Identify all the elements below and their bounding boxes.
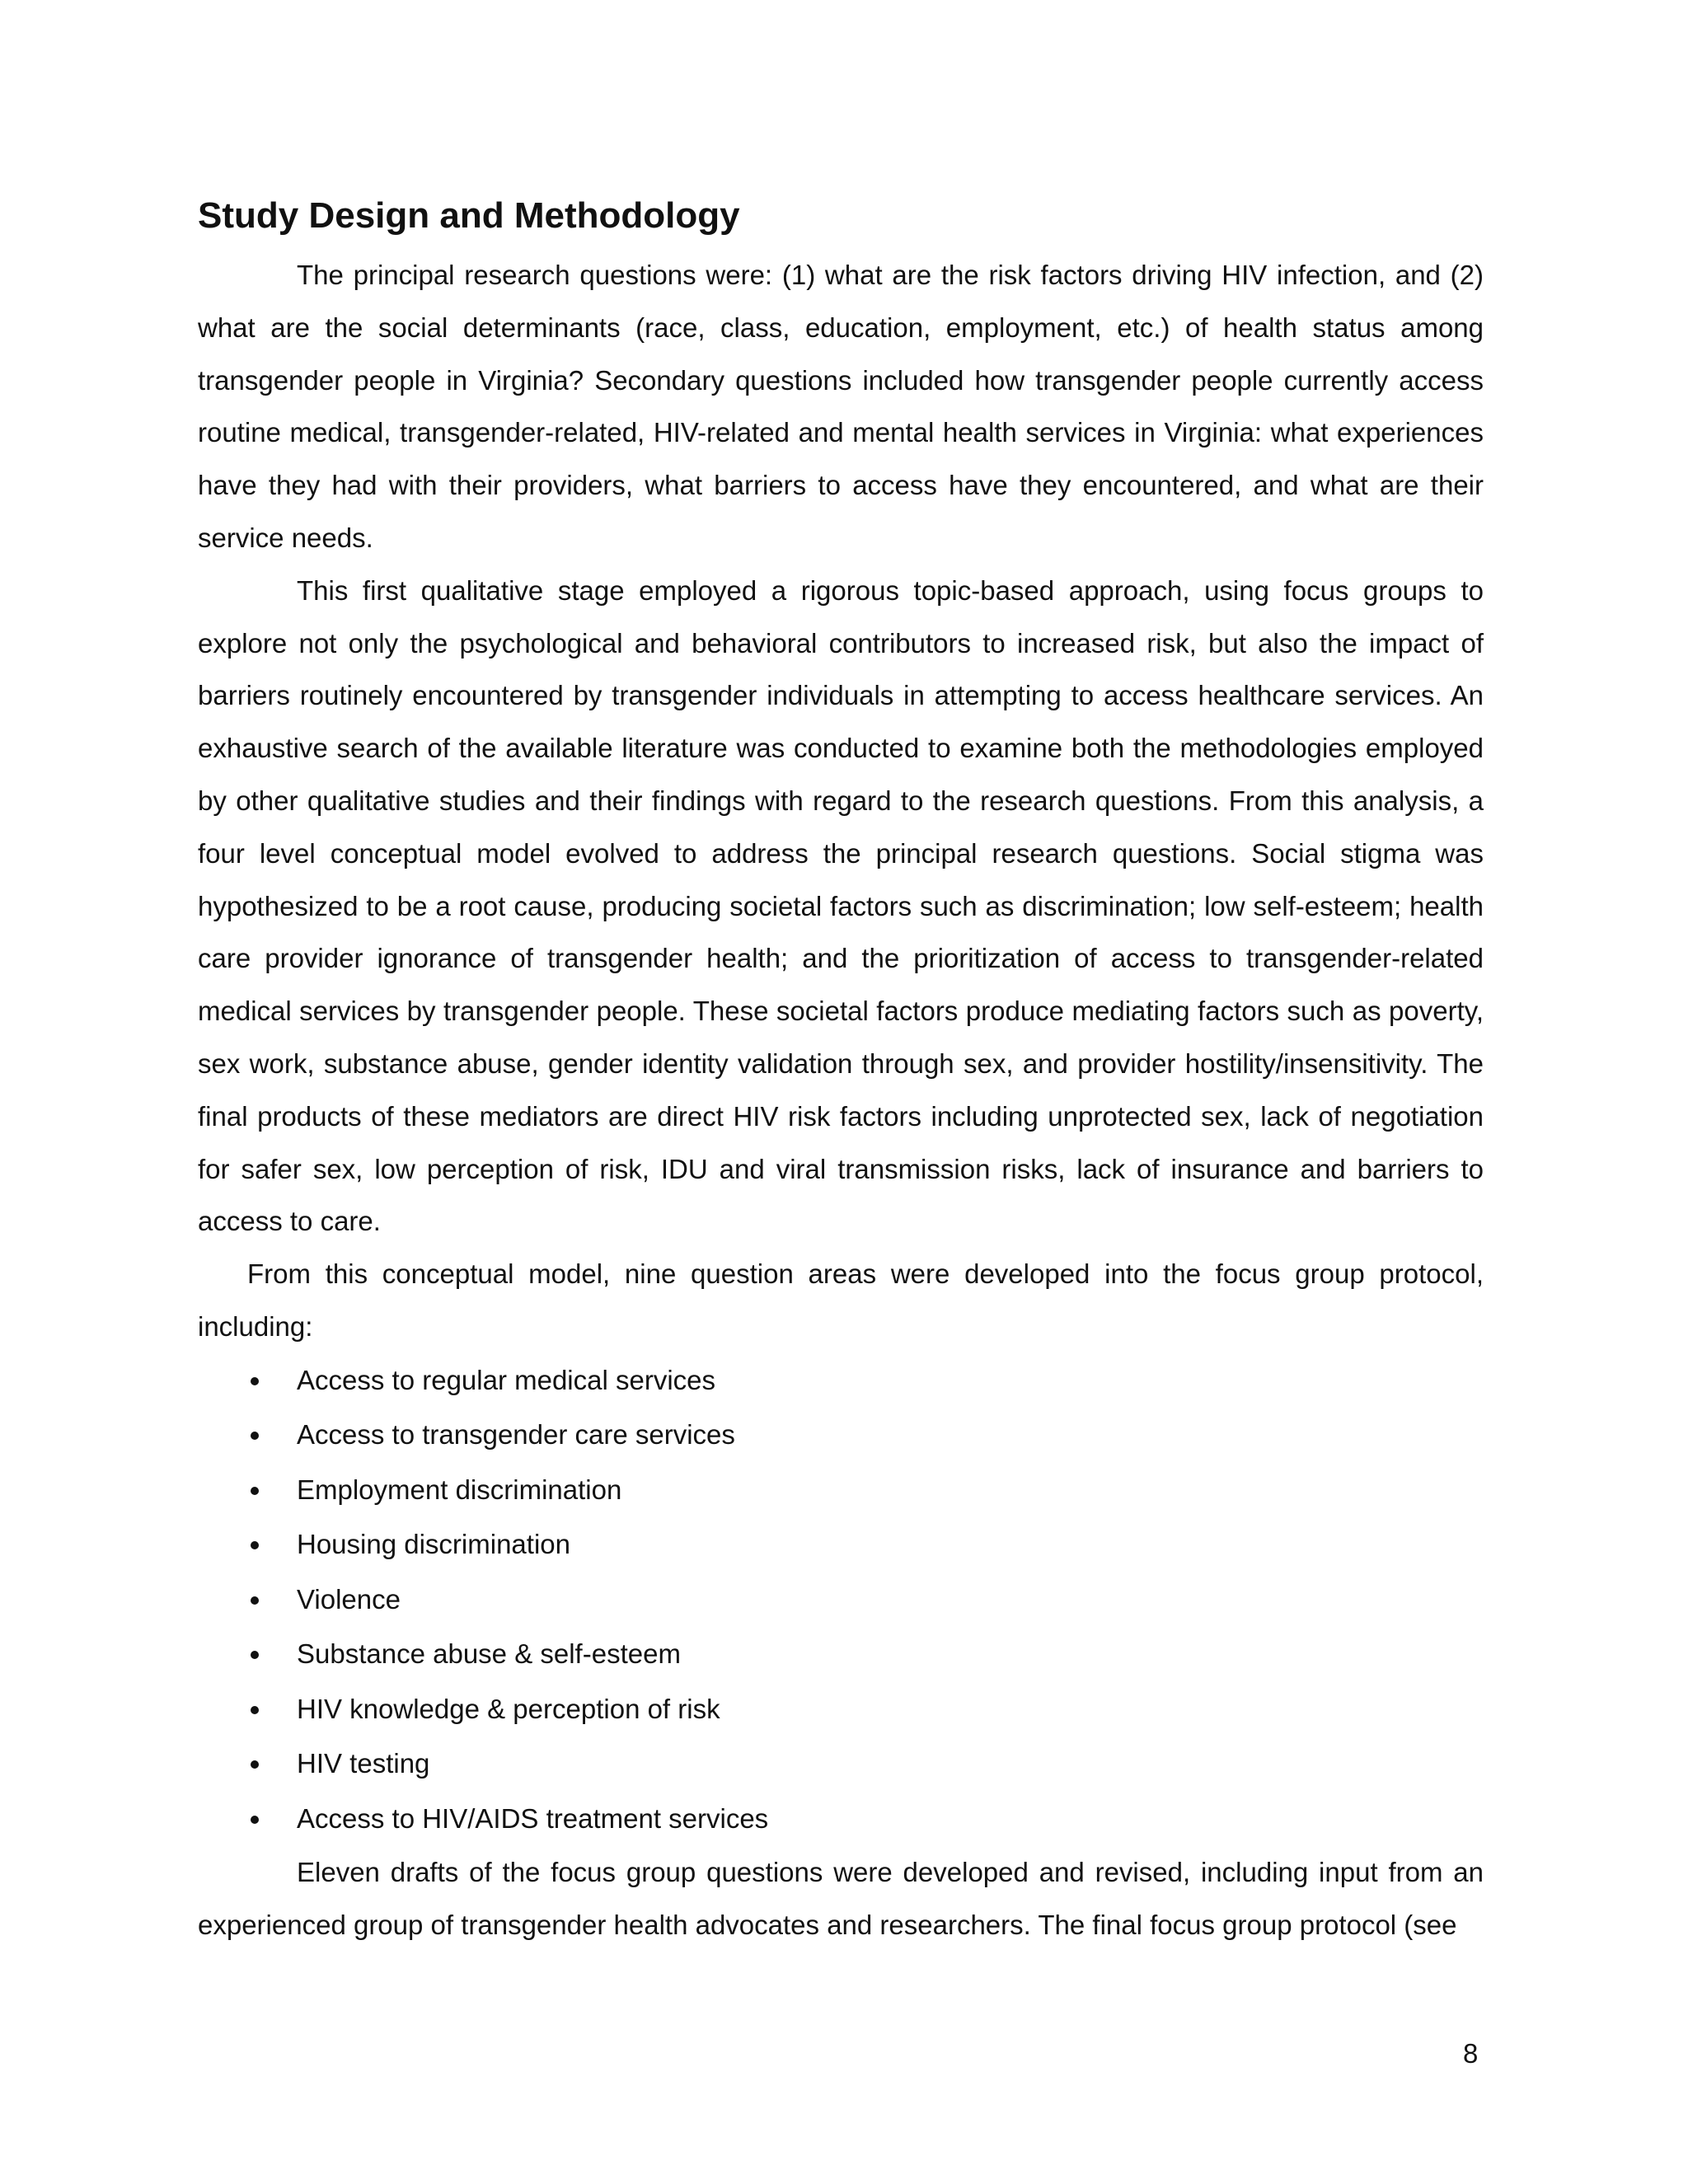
list-item-text: Access to HIV/AIDS treatment services xyxy=(297,1802,769,1834)
paragraph-focus-group-drafts: Eleven drafts of the focus group questions were developed and revised, including input from an experienced group of transgender health advocates and researchers. The final focus group protocol (see xyxy=(198,1857,1484,1941)
section-heading: Study Design and Methodology xyxy=(198,195,740,236)
list-item xyxy=(198,1682,1484,1737)
list-item xyxy=(198,1353,1484,1408)
list-item-text: HIV testing xyxy=(297,1748,430,1779)
bullet-icon xyxy=(251,1487,259,1495)
list-item xyxy=(198,1572,1484,1628)
bullet-icon xyxy=(251,1816,259,1824)
list-item-text: Access to regular medical services xyxy=(297,1364,716,1395)
list-item-text: Violence xyxy=(297,1583,401,1615)
document-page xyxy=(198,190,1484,1952)
bullet-icon xyxy=(251,1377,259,1385)
list-item xyxy=(198,1736,1484,1792)
bullet-icon xyxy=(251,1541,259,1549)
bullet-icon xyxy=(251,1651,259,1659)
list-item-text: HIV knowledge & perception of risk xyxy=(297,1693,720,1724)
paragraph-qualitative-stage: This first qualitative stage employed a rigorous topic-based approach, using focus groups to explore not only the psychological and behavioral contributors to increased risk, but also the impact of barriers routinely encountered by transgender individuals in attempting to access healthcare services. An exhaustive search of the available literature was conducted to examine both the methodologies employed by other qualitative studies and their findings with regard to the research questions. From this analysis, a four level conceptual model evolved to address the principal research questions. Social stigma was hypothesized to be a root cause, producing societal factors such as discrimination; low self-esteem; health care provider ignorance of transgender health; and the prioritization of access to transgender-related medical services by transgender people. These societal factors produce mediating factors such as poverty, sex work, substance abuse, gender identity validation through sex, and provider hostility/insensitivity. The final products of these mediators are direct HIV risk factors including unprotected sex, lack of negotiation for safer sex, low perception of risk, IDU and viral transmission risks, lack of insurance and barriers to access to care. xyxy=(198,574,1484,1237)
paragraph-research-questions: The principal research questions were: (1) what are the risk factors driving HIV infection, and (2) what are the social determinants (race, class, education, employment, etc.) of health status among transgender people in Virginia? Secondary questions included how transgender people currently access routine medical, transgender-related, HIV-related and mental health services in Virginia: what experiences have they had with their providers, what barriers to access have they encountered, and what are their service needs. xyxy=(198,260,1484,553)
list-item-text: Access to transgender care services xyxy=(297,1419,735,1451)
list-item xyxy=(198,1517,1484,1572)
list-item-text: Employment discrimination xyxy=(297,1474,622,1505)
bullet-icon xyxy=(251,1432,259,1440)
list-item-text: Substance abuse & self-esteem xyxy=(297,1638,681,1670)
list-item xyxy=(198,1463,1484,1518)
list-item-text: Housing discrimination xyxy=(297,1529,570,1560)
list-item xyxy=(198,1408,1484,1463)
bullet-icon xyxy=(251,1596,259,1605)
page-number: 8 xyxy=(1463,2038,1479,2069)
paragraph-question-areas-intro: From this conceptual model, nine question areas were developed into the focus group protocol, including: xyxy=(198,1258,1484,1342)
bullet-icon xyxy=(251,1706,259,1714)
list-item xyxy=(198,1792,1484,1847)
question-areas-list xyxy=(198,1353,1484,1847)
list-item xyxy=(198,1627,1484,1682)
bullet-icon xyxy=(251,1760,259,1769)
